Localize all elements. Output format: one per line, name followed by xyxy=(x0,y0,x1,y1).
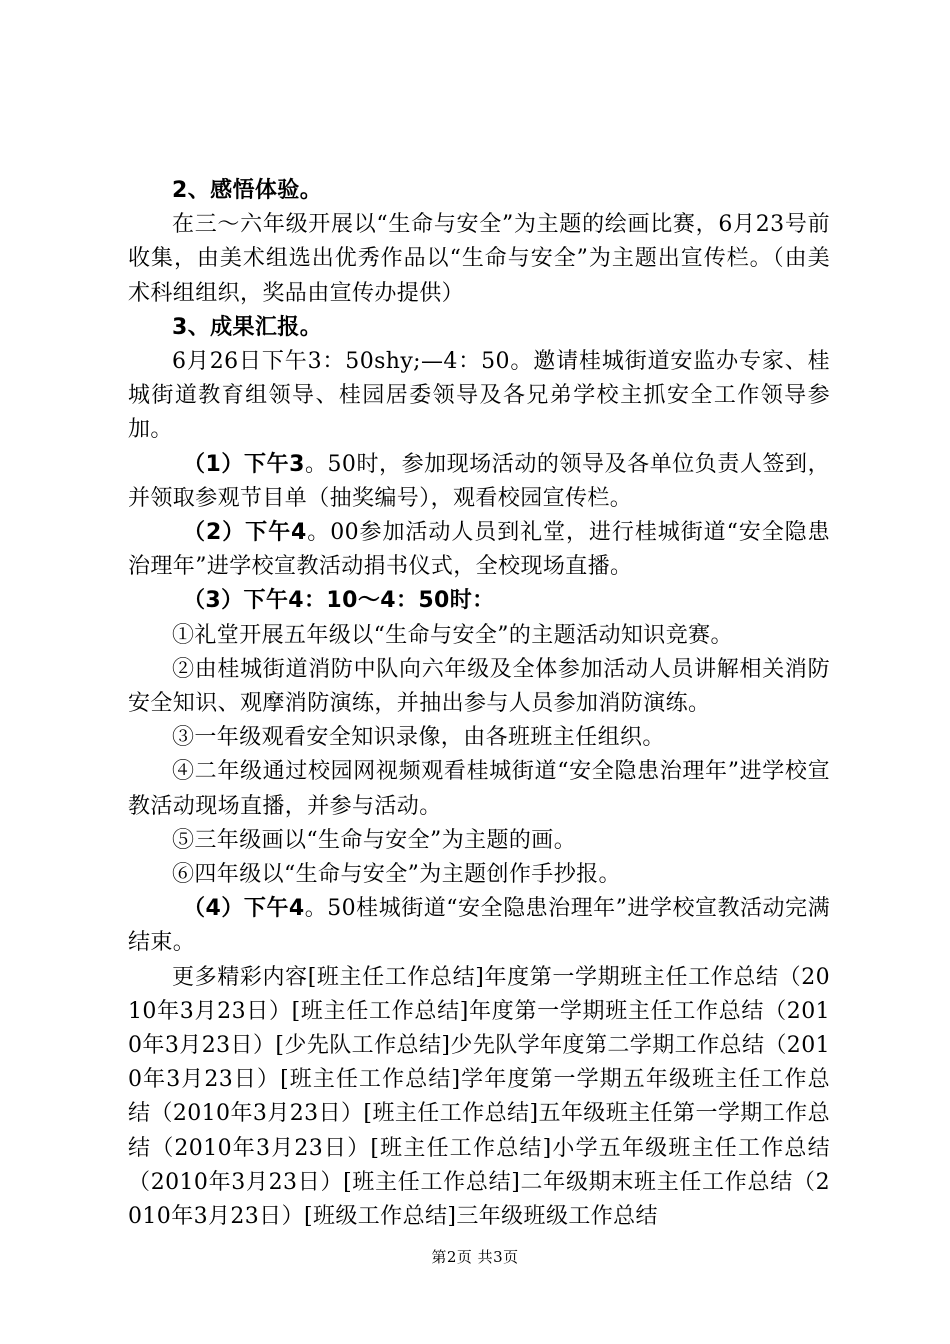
section-heading-2: 2、感悟体验。 xyxy=(172,178,323,203)
document-body xyxy=(128,174,830,1234)
list-item-4-text: 。50桂城街道“安全隐患治理年”进学校宣教活动完满结束。 xyxy=(128,896,830,956)
sub-item-5: ⑤三年级画以“生命与安全”为主题的画。 xyxy=(172,827,577,853)
more-content-paragraph: 更多精彩内容[班主任工作总结]年度第一学期班主任工作总结（2010年3月23日）[班主任工作总结]年度第一学期班主任工作总结（2010年3月23日）[少先队工作总结]少先队学年度第二学期工作总结（2010年3月23日）[班主任工作总结]学年度第一学期五年级班主任工作总结（2010年3月23日）[班主任工作总结]五年级班主任第一学期工作总结（2010年3月23日）[班主任工作总结]小学五年级班主任工作总结（2010年3月23日）[班主任工作总结]二年级期末班主任工作总结（2010年3月23日）[班级工作总结]三年级班级工作总结 xyxy=(128,964,830,1230)
list-item-2-text: 。00参加活动人员到礼堂，进行桂城街道“安全隐患治理年”进学校宣教活动捐书仪式，全校现场直播。 xyxy=(128,520,831,580)
section-heading-3: 3、成果汇报。 xyxy=(172,314,323,340)
list-item-1 xyxy=(128,448,830,516)
paragraph-drawing-contest: 在三～六年级开展以“生命与安全”为主题的绘画比赛，6月23号前收集，由美术组选出优秀作品以“生命与安全”为主题出宣传栏。（由美术科组组织，奖品由宣传办提供） xyxy=(128,212,830,306)
list-item-2-label: （2）下午4 xyxy=(183,520,307,546)
sub-item-3: ③一年级观看安全知识录像，由各班班主任组织。 xyxy=(172,725,665,751)
list-item-4 xyxy=(128,892,830,960)
list-item-2 xyxy=(128,516,830,584)
list-item-1-label: （1）下午3 xyxy=(183,451,305,477)
list-item-4-label: （4）下午4 xyxy=(183,896,305,922)
sub-item-6: ⑥四年级以“生命与安全”为主题创作手抄报。 xyxy=(172,862,621,888)
list-item-1-text: 。50时，参加现场活动的领导及各单位负责人签到，并领取参观节目单（抽奖编号），观看校园宣传栏。 xyxy=(128,451,830,511)
list-item-3: （3）下午4：10～4：50时： xyxy=(183,588,495,614)
sub-item-2: ②由桂城街道消防中队向六年级及全体参加活动人员讲解相关消防安全知识、观摩消防演练，并抽出参与人员参加消防演练。 xyxy=(128,656,830,717)
sub-item-4: ④二年级通过校园网视频观看桂城街道“安全隐患治理年”进学校宣教活动现场直播，并参与活动。 xyxy=(128,759,830,819)
sub-item-1: ①礼堂开展五年级以“生命与安全”的主题活动知识竞赛。 xyxy=(172,622,733,648)
page-footer: 第2页 共3页 xyxy=(431,1248,519,1266)
paragraph-report-schedule: 6月26日下午3：50shy;—4：50。邀请桂城街道安监办专家、桂城街道教育组领导、桂园居委领导及各兄弟学校主抓安全工作领导参加。 xyxy=(128,349,830,443)
